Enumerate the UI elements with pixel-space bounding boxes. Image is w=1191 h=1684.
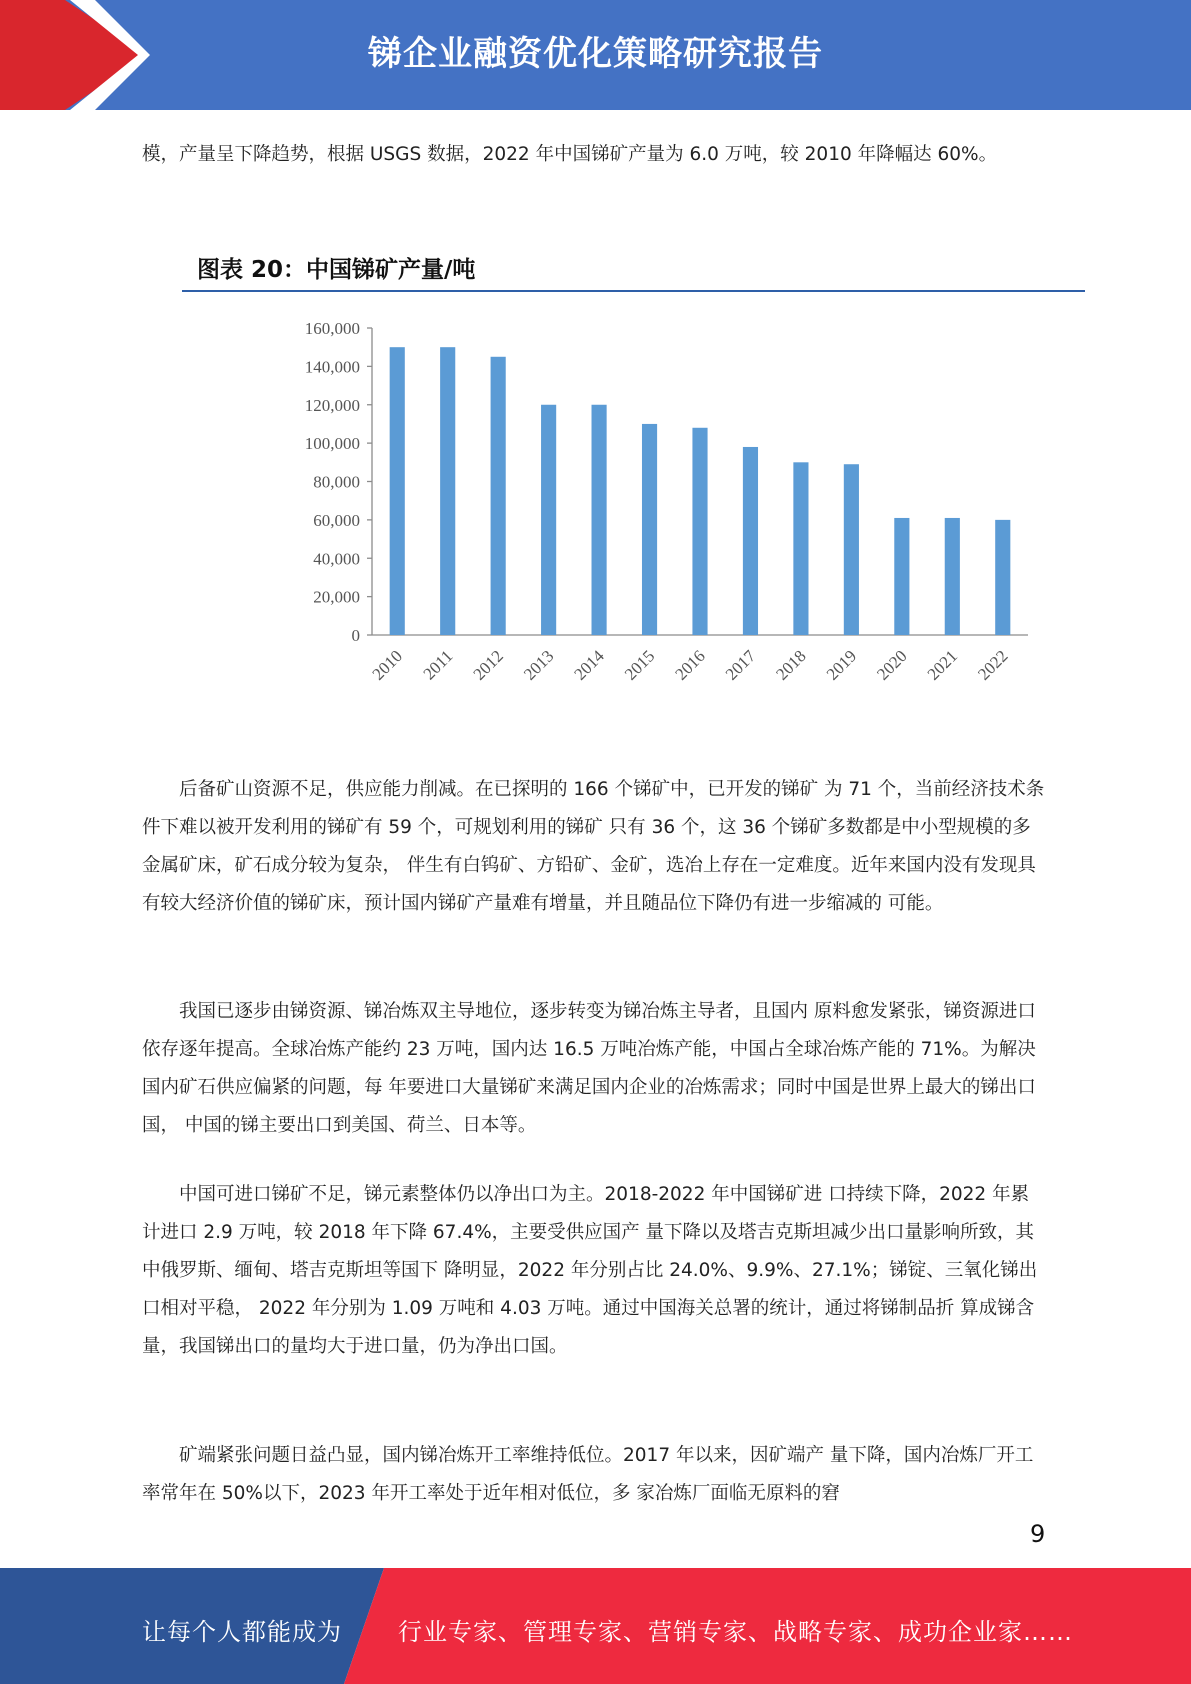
paragraph-smelting: 我国已逐步由锑资源、锑冶炼双主导地位，逐步转变为锑冶炼主导者，且国内 原料愈发紧张，锑资源进口依存逐年提高。全球冶炼产能约 23 万吨，国内达 16.5 万吨冶炼产能，中国占全球冶炼产能的 71%。为解决国内矿石供应偏紧的问题，每 年要进口大量锑矿来满足国内企业的冶炼需求；同时中国是世界上最大的锑出口国， 中国的锑主要出口到美国、荷兰、日本等。: [142, 1001, 1036, 1136]
x-tick-label: 2013: [519, 646, 558, 684]
bar-2016: [692, 428, 707, 635]
bar-2014: [592, 405, 607, 635]
paragraph-supply: 后备矿山资源不足，供应能力削减。在已探明的 166 个锑矿中，已开发的锑矿 为 71 个，当前经济技术条件下难以被开发利用的锑矿有 59 个，可规划利用的锑矿 只有 36 个，这 36 个锑矿多数都是中小型规模的多金属矿床，矿石成分较为复杂， 伴生有白钨矿、方铅矿、金矿，选冶上存在一定难度。近年来国内没有发现具有较大经济价值的锑矿床，预计国内锑矿产量难有增量，并且随品位下降仍有进一步缩减的 可能。: [142, 779, 1045, 914]
report-title: 锑企业融资优化策略研究报告: [368, 34, 823, 74]
figure-title: 图表 20：中国锑矿产量/吨: [197, 257, 476, 283]
x-tick-label: 2020: [873, 646, 911, 684]
y-tick-label: 20,000: [313, 587, 360, 607]
x-tick-label: 2019: [822, 646, 861, 684]
y-tick-label: 120,000: [304, 395, 360, 415]
y-tick-label: 80,000: [313, 472, 360, 492]
bar-2010: [390, 347, 405, 635]
bar-2012: [491, 357, 506, 635]
x-tick-label: 2018: [772, 646, 810, 684]
bar-2017: [743, 447, 758, 635]
figure-title-rule: [182, 290, 1085, 292]
footer-slogan-left: 让每个人都能成为: [142, 1618, 342, 1646]
x-tick-label: 2011: [419, 646, 457, 684]
x-tick-label: 2014: [570, 646, 608, 684]
bar-2020: [894, 518, 909, 635]
page-number: 9: [1030, 1520, 1046, 1548]
footer-slogan-right: 行业专家、管理专家、营销专家、战略专家、成功企业家……: [398, 1618, 1073, 1646]
bar-2015: [642, 424, 657, 635]
x-tick-label: 2016: [671, 646, 709, 684]
bar-2019: [844, 464, 859, 635]
bar-chart: [260, 310, 1060, 730]
bar-2013: [541, 405, 556, 635]
x-tick-label: 2017: [721, 646, 760, 684]
y-tick-label: 0: [351, 626, 360, 645]
bar-2018: [793, 462, 808, 635]
x-tick-label: 2022: [974, 646, 1012, 684]
bar-2022: [995, 520, 1010, 635]
x-tick-label: 2021: [923, 646, 962, 684]
bar-2011: [440, 347, 455, 635]
y-tick-label: 160,000: [304, 319, 360, 338]
paragraph-capacity: 矿端紧张问题日益凸显，国内锑冶炼开工率维持低位。2017 年以来，因矿端产 量下降，国内冶炼厂开工率常年在 50%以下，2023 年开工率处于近年相对低位，多 家冶炼厂面临无原料的窘: [142, 1445, 1034, 1504]
x-tick-label: 2012: [469, 646, 507, 684]
x-tick-label: 2015: [620, 646, 659, 684]
bar-2021: [945, 518, 960, 635]
y-tick-label: 140,000: [304, 357, 360, 377]
page-header: [0, 0, 1191, 110]
page-footer: [0, 1568, 1191, 1684]
y-tick-label: 60,000: [313, 510, 360, 530]
y-tick-label: 40,000: [313, 549, 360, 569]
y-tick-label: 100,000: [304, 434, 360, 454]
paragraph-intro: 模，产量呈下降趋势，根据 USGS 数据，2022 年中国锑矿产量为 6.0 万吨，较 2010 年降幅达 60%。: [142, 144, 998, 165]
paragraph-imports: 中国可进口锑矿不足，锑元素整体仍以净出口为主。2018-2022 年中国锑矿进 口持续下降，2022 年累计进口 2.9 万吨，较 2018 年下降 67.4%，主要受供应国产 量下降以及塔吉克斯坦减少出口量影响所致，其中俄罗斯、缅甸、塔吉克斯坦等国下 降明显，2022 年分别占比 24.0%、9.9%、27.1%；锑锭、三氧化锑出口相对平稳， 2022 年分别为 1.09 万吨和 4.03 万吨。通过中国海关总署的统计，通过将锑制品折 算成锑含量，我国锑出口的量均大于进口量，仍为净出口国。: [142, 1184, 1038, 1357]
x-tick-label: 2010: [368, 646, 407, 684]
